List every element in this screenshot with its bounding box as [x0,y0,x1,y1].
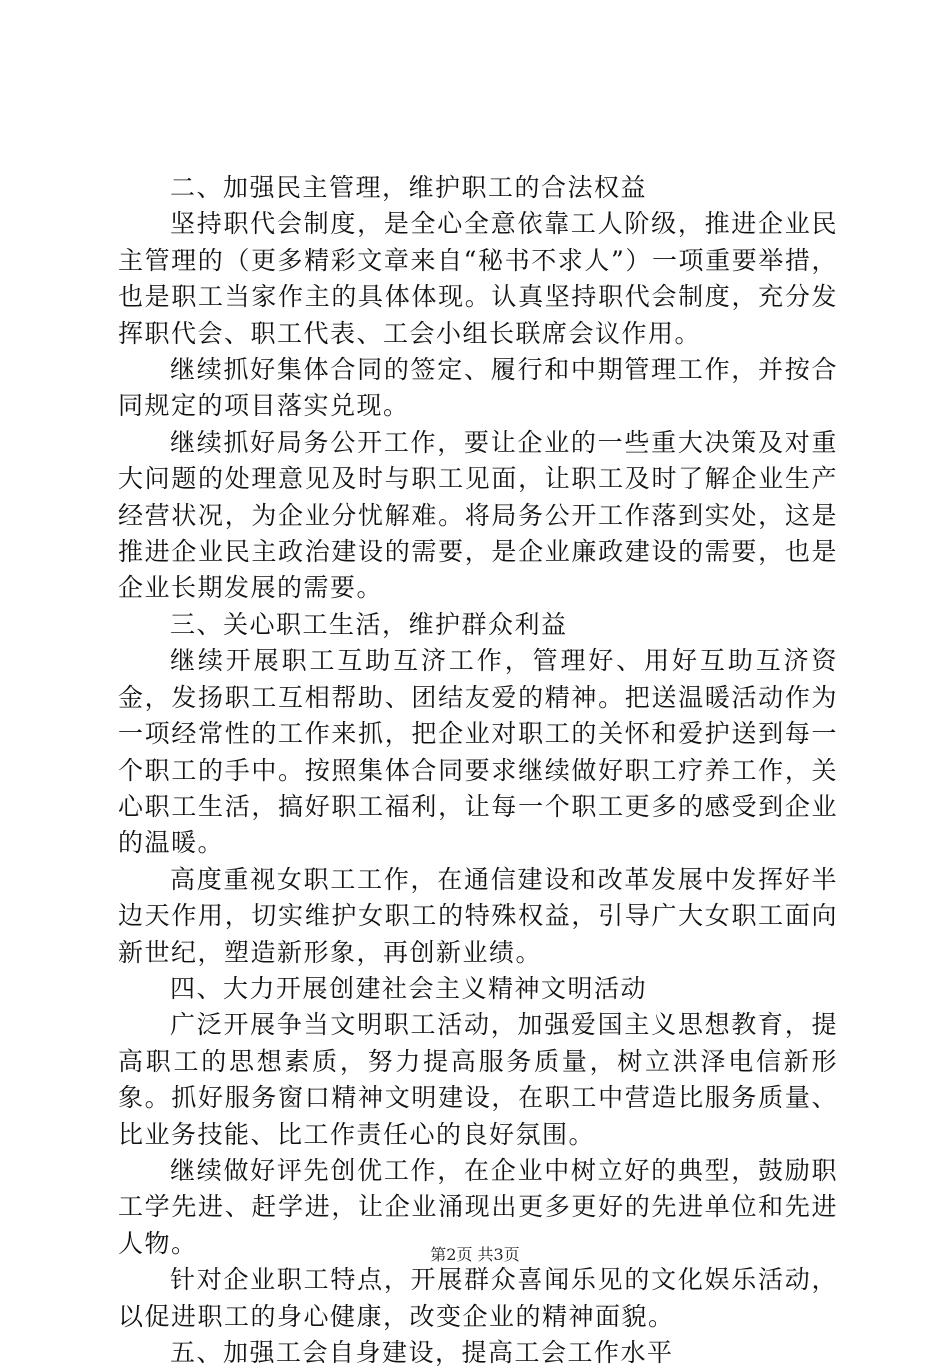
paragraph: 继续抓好集体合同的签定、履行和中期管理工作，并按合同规定的项目落实兑现。 [118,355,838,421]
section-heading-2: 二、加强民主管理，维护职工的合法权益 [170,173,648,202]
paragraph: 坚持职代会制度，是全心全意依靠工人阶级，推进企业民主管理的（更多精彩文章来自“秘书不求人”）一项重要举措，也是职工当家作主的具体体现。认真坚持职代会制度，充分发挥职代会、职工代表、工会小组长联席会议作用。 [118,209,838,348]
paragraph: 继续做好评先创优工作，在企业中树立好的典型，鼓励职工学先进、赶学进，让企业涌现出更多更好的先进单位和先进人物。 [118,1155,838,1258]
page-number-footer: 第2页 共3页 [430,1245,520,1264]
paragraph: 高度重视女职工工作，在通信建设和改革发展中发挥好半边天作用，切实维护女职工的特殊权益，引导广大女职工面向新世纪，塑造新形象，再创新业绩。 [118,864,838,967]
section-heading-3: 三、关心职工生活，维护群众利益 [170,609,568,639]
paragraph: 针对企业职工特点，开展群众喜闻乐见的文化娱乐活动，以促进职工的身心健康，改变企业的精神面貌。 [118,1265,838,1331]
section-heading-4: 四、大力开展创建社会主义精神文明活动 [170,973,648,1003]
document-body [118,170,838,1371]
section-heading-5: 五、加强工会自身建设，提高工会工作水平 [170,1338,674,1367]
paragraph: 继续抓好局务公开工作，要让企业的一些重大决策及对重大问题的处理意见及时与职工见面，让职工及时了解企业生产经营状况，为企业分忧解难。将局务公开工作落到实处，这是推进企业民主政治建设的需要，是企业廉政建设的需要，也是企业长期发展的需要。 [118,427,838,603]
paragraph: 广泛开展争当文明职工活动，加强爱国主义思想教育，提高职工的思想素质，努力提高服务质量，树立洪泽电信新形象。抓好服务窗口精神文明建设，在职工中营造比服务质量、比业务技能、比工作责任心的良好氛围。 [118,1010,838,1149]
paragraph: 继续开展职工互助互济工作，管理好、用好互助互济资金，发扬职工互相帮助、团结友爱的精神。把送温暖活动作为一项经常性的工作来抓，把企业对职工的关怀和爱护送到每一个职工的手中。按照集体合同要求继续做好职工疗养工作，关心职工生活，搞好职工福利，让每一个职工更多的感受到企业的温暖。 [118,646,838,858]
